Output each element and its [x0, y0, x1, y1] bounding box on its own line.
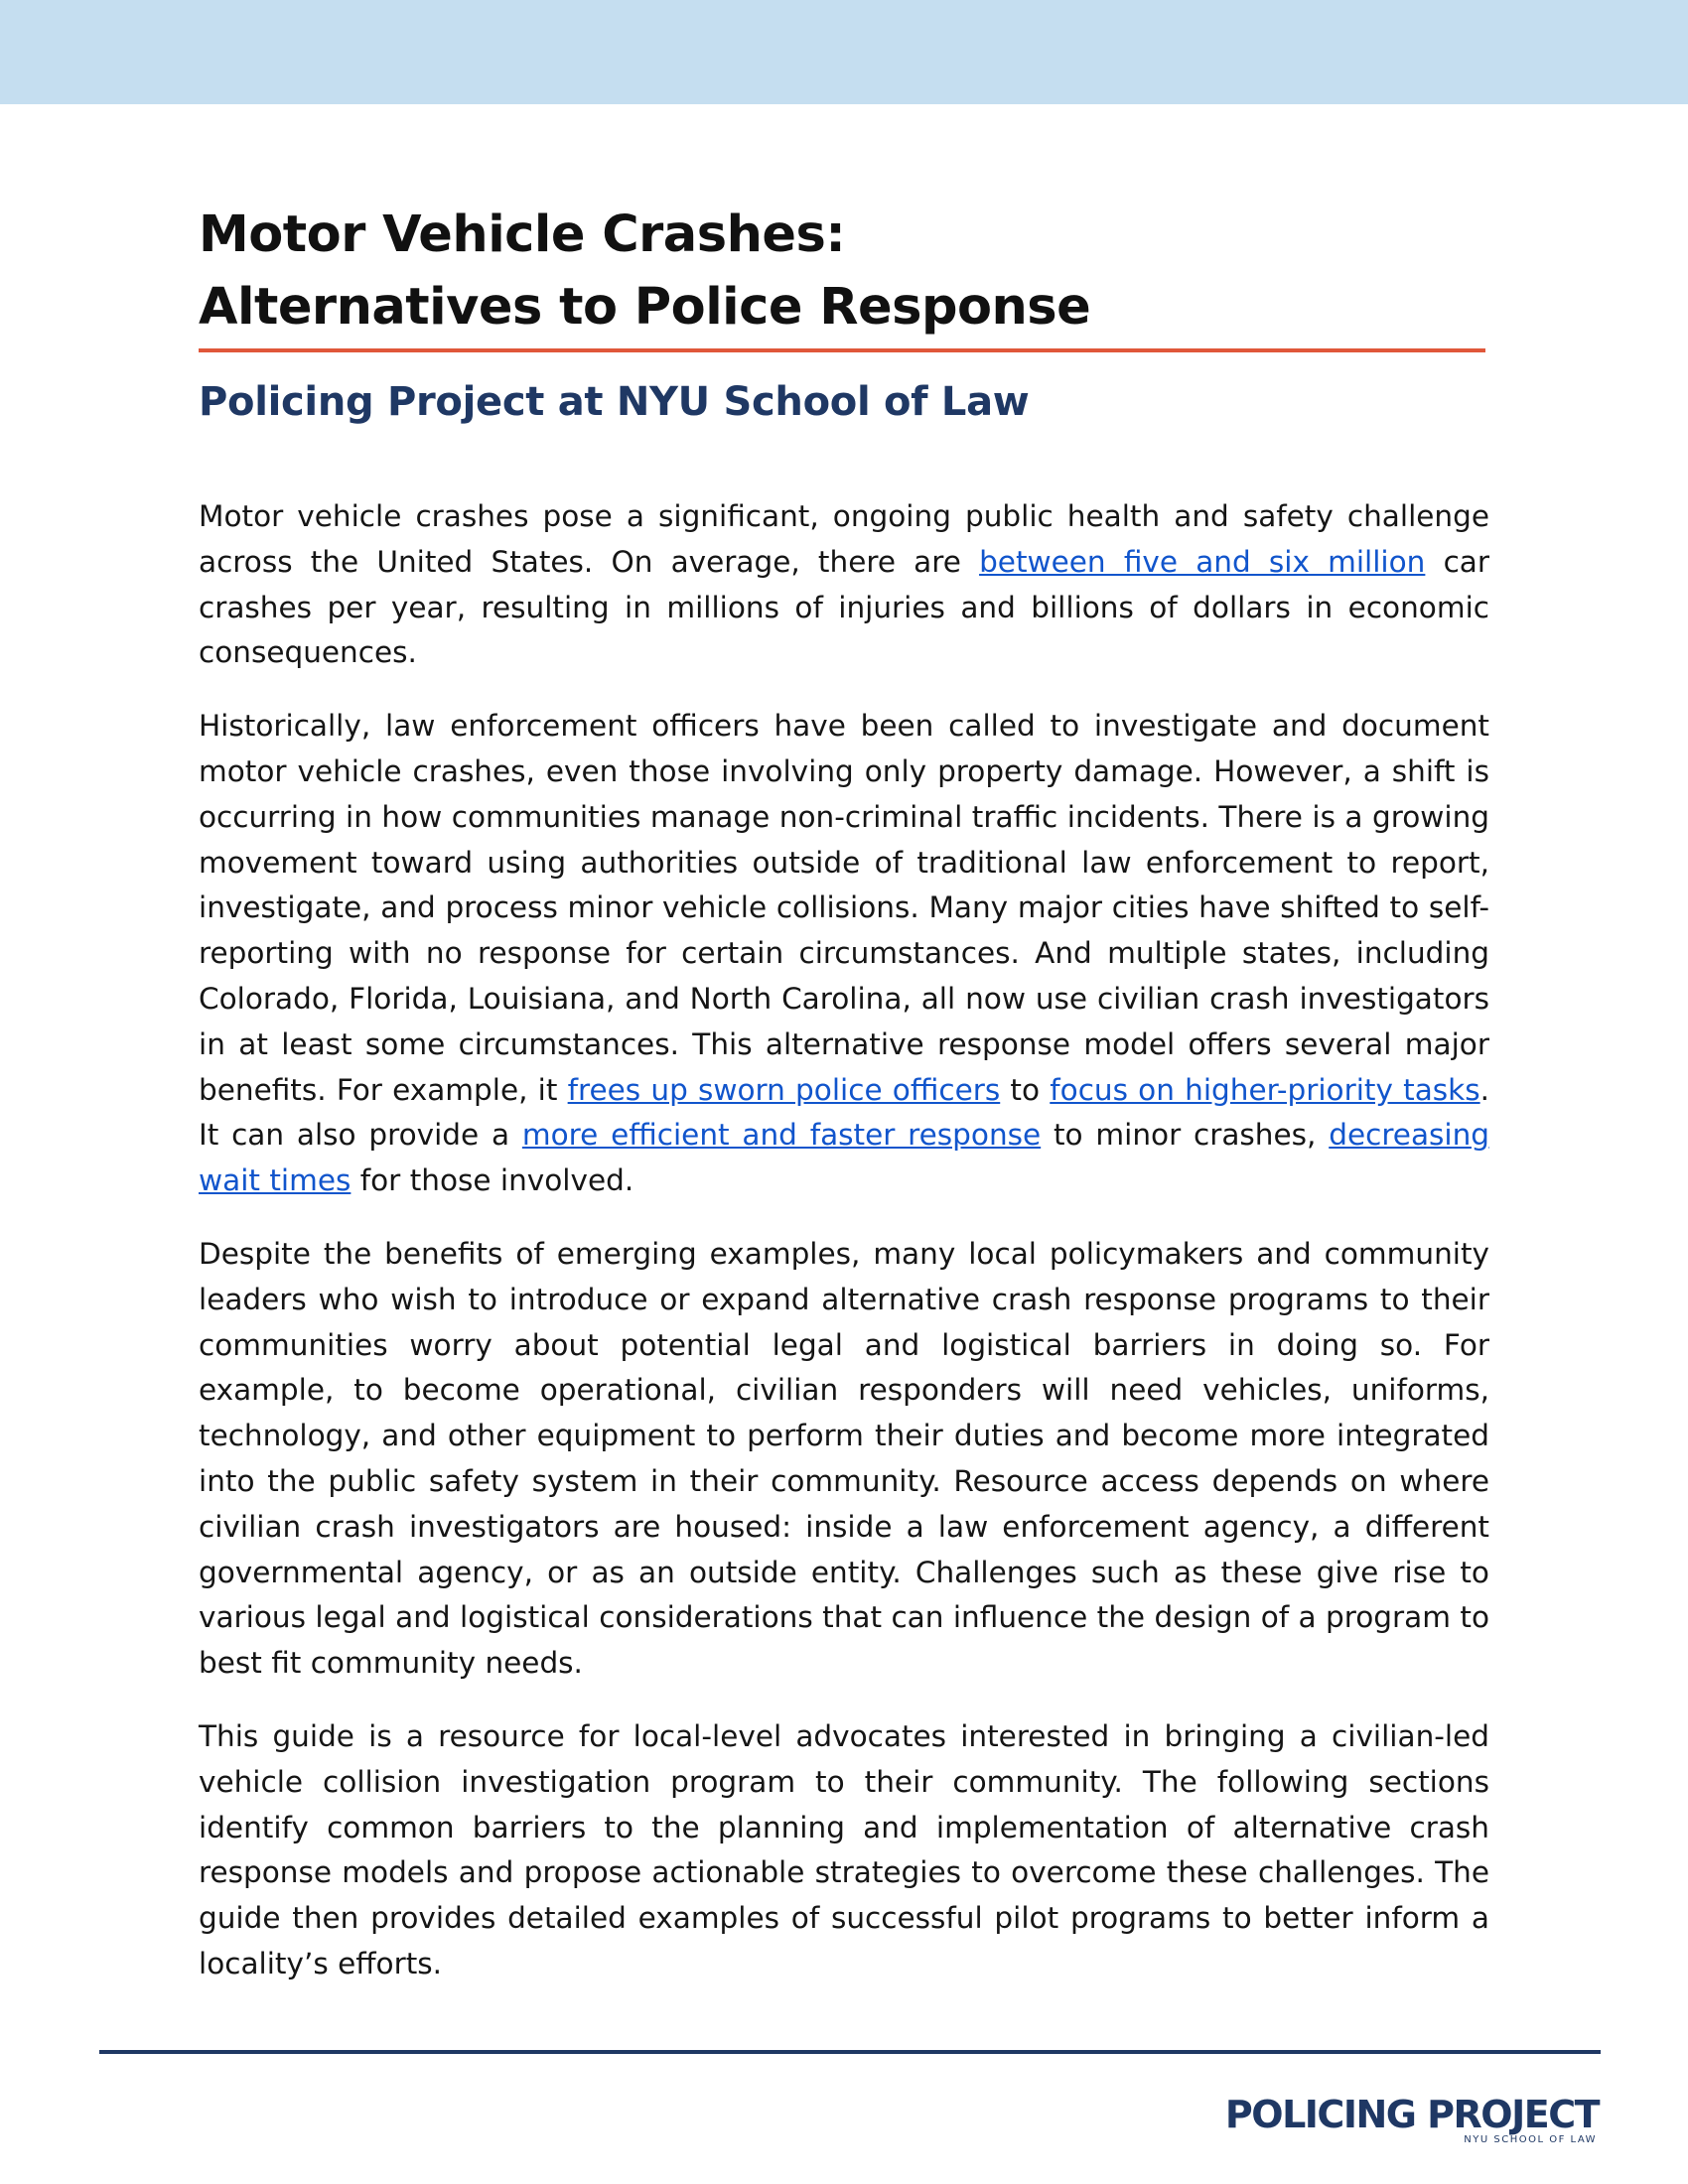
policing-project-logo — [1192, 2095, 1599, 2154]
text-run: car crashes per year, resulting in millions of injuries and billions of dollars in economic consequences. — [199, 544, 1489, 670]
text-run: for those involved. — [351, 1163, 634, 1198]
title-line-2: Alternatives to Police Response — [199, 278, 1091, 337]
title-line-1: Motor Vehicle Crashes: — [199, 205, 846, 264]
logo-wordmark: POLICING PROJECT — [1224, 2093, 1599, 2136]
title-underline — [199, 348, 1485, 352]
paragraph-guide-purpose: This guide is a resource for local-level advocates interested in bringing a civilian-led vehicle collision investigation program to their community. The following sections identify common barriers to the planning and implementation of alternative crash response models and propose actionable strategies to overcome these challenges. The guide then provides detailed examples of successful pilot programs to better inform a locality’s efforts. — [199, 1718, 1489, 1980]
paragraph-history — [199, 704, 1489, 1204]
link-wait-times[interactable]: decreasing wait times — [199, 1118, 1490, 1198]
page-subtitle: Policing Project at NYU School of Law — [199, 379, 1030, 425]
text-run: Historically, law enforcement officers have been called to investigate and document motor vehicle crashes, even those involving only property damage. However, a shift is occurring in how communities manage non-criminal traffic incidents. There is a growing movement toward using authorities outside of traditional law enforcement to report, investigate, and process minor vehicle collisions. Many major cities have shifted to self-reporting with no response for certain circumstances. And multiple states, including Colorado, Florida, Louisiana, and North Carolina, all now use civilian crash investigators in at least some circumstances. This alternative response model offers several major benefits. For example, it — [199, 709, 1489, 1107]
text-run: Motor vehicle crashes pose a significant, ongoing public health and safety challenge across the United States. On average, there are — [199, 499, 1489, 579]
text-run: . It can also provide a — [199, 1072, 1489, 1153]
link-faster-response[interactable]: more efficient and faster response — [521, 1118, 1042, 1153]
paragraph-intro — [199, 494, 1489, 676]
link-crash-statistics[interactable]: between five and six million — [979, 544, 1426, 579]
document-body — [199, 199, 1489, 2015]
body-text — [199, 494, 1489, 1987]
page-title — [199, 199, 1489, 343]
text-run: to — [1000, 1072, 1051, 1107]
paragraph-barriers: Despite the benefits of emerging examples, many local policymakers and community leaders who wish to introduce or expand alternative crash response programs to their communities worry about potential legal and logistical barriers in doing so. For example, to become operational, civilian responders will need vehicles, uniforms, technology, and other equipment to perform their duties and become more integrated into the public safety system in their community. Resource access depends on where civilian crash investigators are housed: inside a law enforcement agency, a different governmental agency, or as an outside entity. Challenges such as these give rise to various legal and logistical considerations that can influence the design of a program to best fit community needs. — [199, 1236, 1489, 1681]
link-higher-priority[interactable]: focus on higher-priority tasks — [1050, 1072, 1480, 1107]
top-banner — [0, 0, 1688, 104]
logo-subline: NYU SCHOOL OF LAW — [1464, 2134, 1597, 2145]
link-frees-officers[interactable]: frees up sworn police officers — [567, 1072, 1001, 1107]
footer-rule — [99, 2050, 1601, 2054]
text-run: to minor crashes, — [1041, 1118, 1330, 1153]
